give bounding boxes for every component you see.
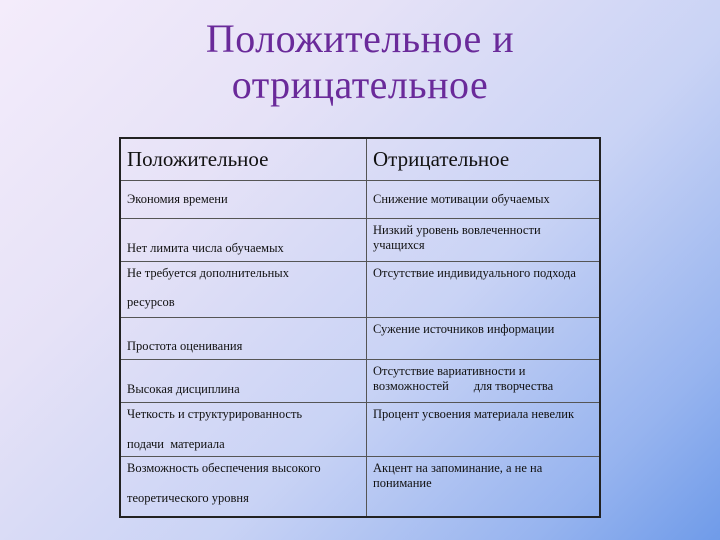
- cell-positive-line-2: подачи материала: [127, 436, 225, 451]
- cell-positive-line-2: теоретического уровня: [127, 490, 249, 505]
- comparison-table: [119, 137, 601, 518]
- table-row: [120, 359, 600, 402]
- cell-negative-line-2: возможностей для творчества: [373, 378, 554, 393]
- cell-positive-line-1: Возможность обеспечения высокого: [127, 460, 321, 475]
- table-header-row: [120, 138, 600, 180]
- header-negative: Отрицательное: [367, 138, 601, 180]
- cell-positive-line-1: Четкость и структурированность: [127, 406, 303, 421]
- cell-positive: Высокая дисциплина: [120, 359, 367, 402]
- slide-title: [0, 16, 720, 108]
- cell-positive: Нет лимита числа обучаемых: [120, 218, 367, 261]
- slide-title-line-2: отрицательное: [231, 62, 489, 107]
- slide-title-line-1: Положительное и: [205, 16, 515, 61]
- cell-negative: Акцент на запоминание, а не на понимание: [367, 456, 601, 517]
- table-row: [120, 218, 600, 261]
- header-positive: Положительное: [120, 138, 367, 180]
- cell-positive: [120, 261, 367, 317]
- cell-negative: [367, 359, 601, 402]
- cell-negative: Снижение мотивации обучаемых: [367, 180, 601, 218]
- cell-positive: Экономия времени: [120, 180, 367, 218]
- cell-positive: [120, 402, 367, 456]
- table-row: [120, 317, 600, 359]
- table-row: [120, 180, 600, 218]
- cell-positive-line-2: ресурсов: [127, 294, 175, 309]
- table-row: [120, 261, 600, 317]
- cell-positive: [120, 456, 367, 517]
- table-row: [120, 402, 600, 456]
- cell-negative: Отсутствие индивидуального подхода: [367, 261, 601, 317]
- cell-negative: Процент усвоения материала невелик: [367, 402, 601, 456]
- cell-positive-line-1: Не требуется дополнительных: [127, 265, 289, 280]
- cell-negative-line-1: Отсутствие вариативности и: [373, 363, 526, 378]
- table-row: [120, 456, 600, 517]
- cell-negative: Сужение источников информации: [367, 317, 601, 359]
- cell-negative: Низкий уровень вовлеченности учащихся: [367, 218, 601, 261]
- cell-positive: Простота оценивания: [120, 317, 367, 359]
